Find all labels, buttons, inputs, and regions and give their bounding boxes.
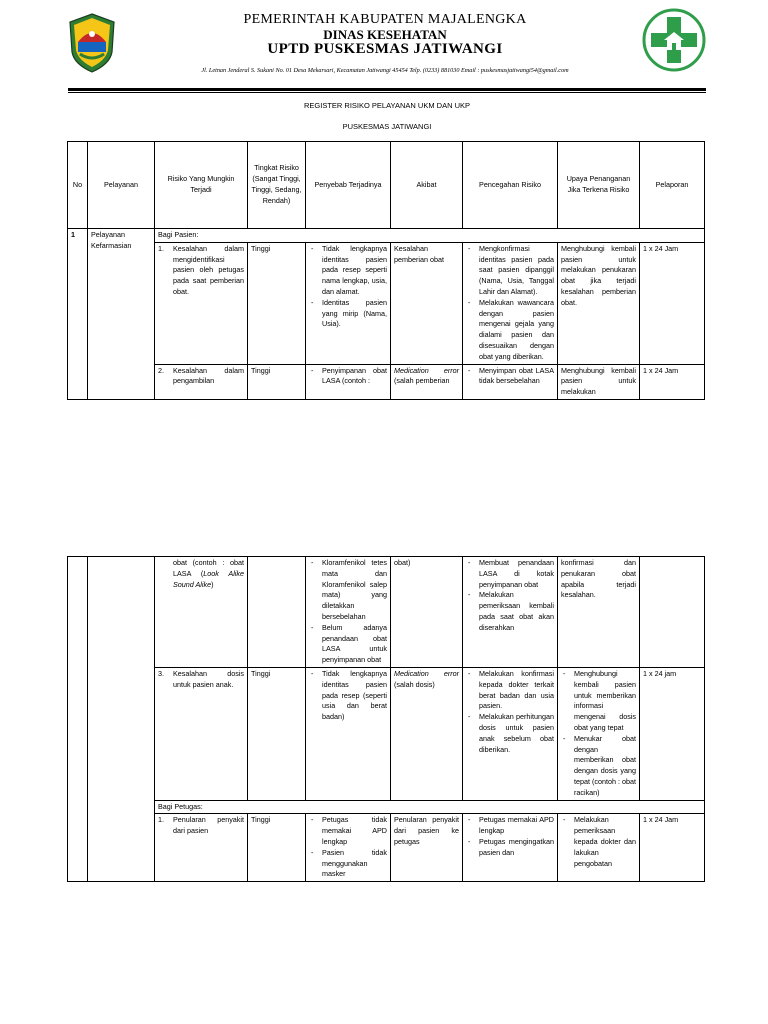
table-row xyxy=(68,229,705,243)
prevention-item: - Petugas memakai APD lengkap xyxy=(466,815,554,837)
col-header-upaya: Upaya Penanganan Jika Terkena Risiko xyxy=(558,142,640,229)
handling-item: - Melakukan pemeriksaan kepada dokter dan lakukan pengobatan xyxy=(561,815,636,869)
report-text: 1 x 24 Jam xyxy=(640,242,705,364)
table-row: 1. Kesalahan dalam mengidentifikasi pasien oleh petugas pada saat pemberian obat. Tinggi - Tidak lengkapnya identitas pasien pada resep seperti nama lengkap, usia, dan alamat. - Identitas pasien yang mirip (Nama, Usia). Kesalahan pemberian obat - Mengkonfirmasi identitas pasien pada saat pasien dipanggil (Nama, Usia, Tanggal Lahir dan Alamat). - Melakukan wawancara dengan pasien mengenai gejala yang dialami pasien dan disesuaikan dengan obat yang diberikan. Menghubungi kembali pasien untuk melakukan penukaran obat jika terjadi kesalahan pemberian obat. 1 x 24 Jam xyxy=(68,242,705,364)
handling-text: konfirmasi dan penukaran obat apabila terjadi kesalahan. xyxy=(558,557,640,668)
header-divider-thick xyxy=(68,88,706,91)
col-header-pelaporan: Pelaporan xyxy=(640,142,705,229)
cause-item: - Tidak lengkapnya identitas pasien pada resep seperti nama lengkap, usia, dan alamat. xyxy=(309,244,387,298)
majalengka-regency-logo xyxy=(66,12,118,74)
cause-item: - Belum adanya penandaan obat LASA untuk penyimpanan obat xyxy=(309,623,387,666)
cause-item: - Identitas pasien yang mirip (Nama, Usia). xyxy=(309,298,387,330)
table-row: obat (contoh : obat LASA (Look Alike Sound Alike) - Kloramfenikol tetes mata dan Kloramfenikol salep mata) yang diletakkan bersebelahan - Belum adanya penandaan obat LASA untuk penyimpanan obat obat) - Membuat penandaan LASA di kotak penyimpanan obat - Melakukan pemeriksaan kembali pada saat obat akan diserahkan konfirmasi dan penukaran obat apabila terjadi kesalahan. xyxy=(68,557,705,668)
risk-level: Tinggi xyxy=(248,364,306,399)
col-header-tingkat: Tingkat Risiko (Sangat Tinggi, Tinggi, Sedang, Rendah) xyxy=(248,142,306,229)
report-text: 1 x 24 Jam xyxy=(640,814,705,882)
prevention-item: - Melakukan perhitungan dosis untuk pasien anak sebelum obat diberikan. xyxy=(466,712,554,755)
risk-text: Kesalahan dosis untuk pasien anak. xyxy=(173,668,244,689)
puskesmas-cross-logo xyxy=(642,8,706,72)
prevention-item: - Membuat penandaan LASA di kotak penyimpanan obat xyxy=(466,558,554,590)
group-label-pasien: Bagi Pasien: xyxy=(155,229,705,243)
institution-name: UPTD PUSKESMAS JATIWANGI xyxy=(267,41,503,57)
report-text: 1 x 24 Jam xyxy=(640,364,705,399)
group-label-petugas: Bagi Petugas: xyxy=(155,800,705,814)
table-header-row xyxy=(68,142,705,229)
prevention-item: - Melakukan konfirmasi kepada dokter terkait berat badan dan usia pasien. xyxy=(466,669,554,712)
col-header-no: No xyxy=(68,142,88,229)
col-header-penyebab: Penyebab Terjadinya xyxy=(306,142,391,229)
cause-item: - Penyimpanan obat LASA (contoh : xyxy=(309,366,387,388)
col-header-akibat: Akibat xyxy=(391,142,463,229)
header-divider-thin xyxy=(68,92,706,93)
document-title: REGISTER RISIKO PELAYANAN UKM DAN UKP xyxy=(303,101,470,110)
handling-item: - Menukar obat dengan memberikan obat dengan dosis yang tepat (contoh : obat racikan) xyxy=(561,734,636,799)
effect-text: (salah pemberian xyxy=(394,376,450,386)
effect-text: (salah dosis) xyxy=(394,679,435,689)
effect-text: obat) xyxy=(391,557,463,668)
handling-item: - Menghubungi kembali pasien untuk memberikan informasi mengenai dosis obat yang tepat xyxy=(561,669,636,734)
row-number: 1 xyxy=(68,229,88,400)
handling-text: Menghubungi kembali pasien untuk melakukan penukaran obat jika terjadi kesalahan pemberian obat. xyxy=(558,242,640,364)
row-service: Pelayanan Kefarmasian xyxy=(88,229,155,400)
institution-address: Jl. Letnan Jenderal S. Sukani No. 01 Desa Mekarsari, Kecamatan Jatiwangi 45454 Telp. (0233) 881030 Email : puskesmasjatiwangi54@gmail.com xyxy=(201,67,569,74)
cause-item: - Pasien tidak menggunakan masker xyxy=(309,848,387,880)
risk-text: Kesalahan dalam mengidentifikasi pasien oleh petugas pada saat pemberian obat. xyxy=(173,243,244,296)
effect-text: Kesalahan pemberian obat xyxy=(391,242,463,364)
risk-level: Tinggi xyxy=(248,667,306,800)
prevention-item: - Melakukan pemeriksaan kembali pada saat obat akan diserahkan xyxy=(466,590,554,633)
table-row xyxy=(68,800,705,814)
prevention-item: - Menyimpan obat LASA tidak bersebelahan xyxy=(466,366,554,388)
col-header-pencegahan: Pencegahan Risiko xyxy=(463,142,558,229)
col-header-pelayanan: Pelayanan xyxy=(88,142,155,229)
cause-item: - Kloramfenikol tetes mata dan Kloramfenikol salep mata) yang diletakkan bersebelahan xyxy=(309,558,387,623)
table-row: 3. Kesalahan dosis untuk pasien anak. Tinggi - Tidak lengkapnya identitas pasien pada resep (seperti usia dan berat badan) Medication error (salah dosis) - Melakukan konfirmasi kepada dokter terkait berat badan dan usia pasien. - Melakukan perhitungan dosis untuk pasien anak sebelum obat diberikan. - Menghubungi kembali pasien untuk memberikan informasi mengenai dosis obat yang tepat - Menukar obat dengan memberikan obat dengan dosis yang tepat (contoh : obat racikan) 1 x 24 jam xyxy=(68,667,705,800)
risk-register-table-page1 xyxy=(67,141,705,400)
prevention-item: - Petugas mengingatkan pasien dan xyxy=(466,837,554,859)
risk-text: Kesalahan dalam pengambilan xyxy=(173,365,244,386)
handling-text: Menghubungi kembali pasien untuk melakukan xyxy=(558,364,640,399)
report-text: 1 x 24 jam xyxy=(640,667,705,800)
risk-register-table-page2 xyxy=(67,556,705,882)
agency-name: DINAS KESEHATAN xyxy=(323,27,447,42)
risk-level: Tinggi xyxy=(248,242,306,364)
risk-level: Tinggi xyxy=(248,814,306,882)
prevention-item: - Melakukan wawancara dengan pasien mengenai gejala yang dialami pasien dan disesuaikan dengan obat yang diberikan. xyxy=(466,298,554,363)
government-name: PEMERINTAH KABUPATEN MAJALENGKA xyxy=(243,12,527,27)
cause-item: - Tidak lengkapnya identitas pasien pada resep (seperti usia dan berat badan) xyxy=(309,669,387,723)
table-row: 1. Penularan penyakit dari pasien Tinggi - Petugas tidak memakai APD lengkap - Pasien tidak menggunakan masker Penularan penyakit dari pasien ke petugas - Petugas memakai APD lengkap - Petugas mengingatkan pasien dan - Melakukan pemeriksaan kepada dokter dan lakukan pengobatan 1 x 24 Jam xyxy=(68,814,705,882)
risk-text: Penularan penyakit dari pasien xyxy=(173,815,244,836)
cause-item: - Petugas tidak memakai APD lengkap xyxy=(309,815,387,847)
col-header-risiko: Risiko Yang Mungkin Terjadi xyxy=(155,142,248,229)
document-subtitle: PUSKESMAS JATIWANGI xyxy=(342,122,432,131)
effect-text: Penularan penyakit dari pasien ke petugas xyxy=(391,814,463,882)
effect-italic: Medication error xyxy=(394,668,459,678)
table-row: 2. Kesalahan dalam pengambilan Tinggi - Penyimpanan obat LASA (contoh : Medication error (salah pemberian - Menyimpan obat LASA tidak bersebelahan Menghubungi kembali pasien untuk melakukan 1 x 24 Jam xyxy=(68,364,705,399)
effect-italic: Medication error xyxy=(394,365,459,375)
prevention-item: - Mengkonfirmasi identitas pasien pada saat pasien dipanggil (Nama, Usia, Tanggal Lahir dan Alamat). xyxy=(466,244,554,298)
